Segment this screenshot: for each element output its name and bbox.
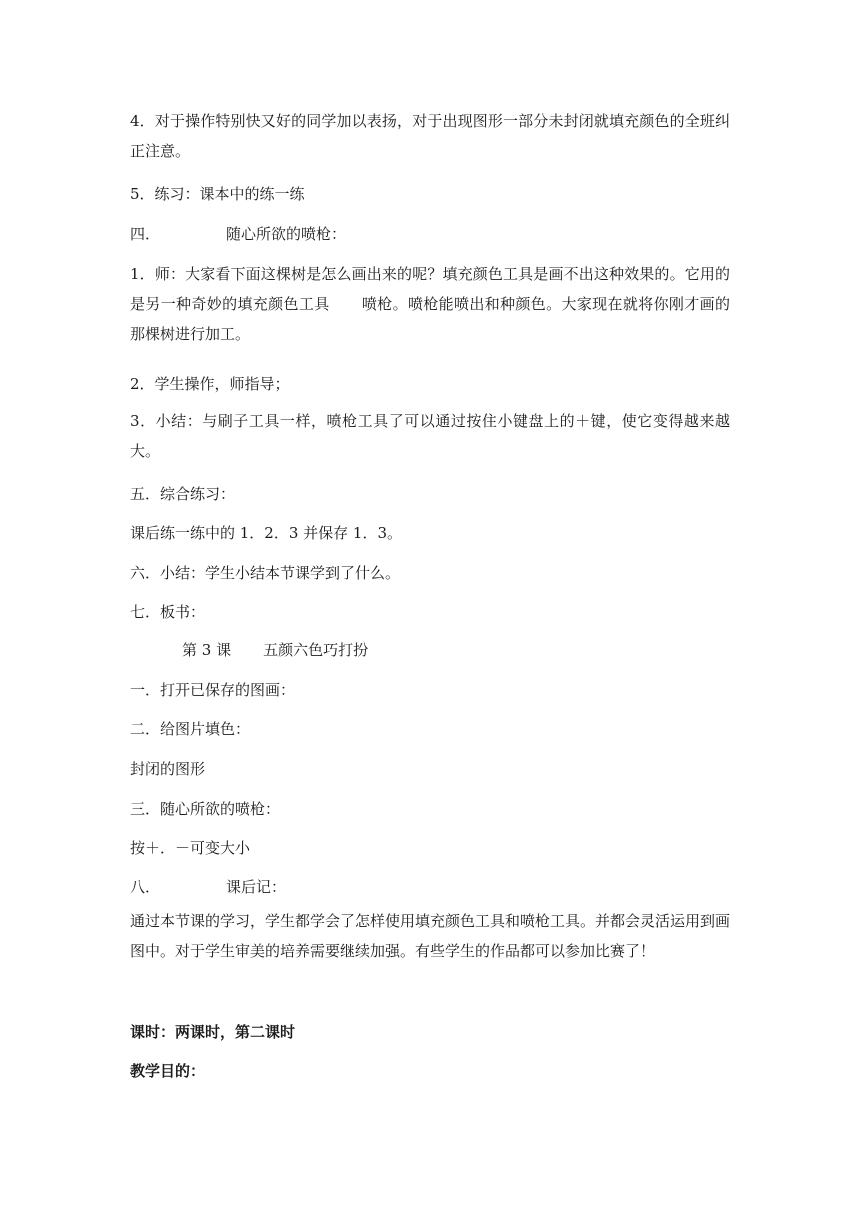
heading-section-7: 七．板书： (130, 603, 206, 621)
board-lesson-number: 第 3 课 (182, 641, 232, 659)
paragraph-reflection: 通过本节课的学习，学生都学会了怎样使用填充颜色工具和喷枪工具。并都会灵活运用到画图中。对于学生审美的培养需要继续加强。有些学生的作品都可以参加比赛了！ (130, 912, 731, 960)
class-hours: 课时：两课时，第二课时 (130, 1023, 296, 1041)
section-8-title: 课后记： (226, 878, 287, 896)
paragraph-after-class: 课后练一练中的 1．2．3 并保存 1．3。 (130, 524, 403, 542)
board-item-2-sub: 封闭的图形 (130, 760, 206, 778)
heading-section-6: 六．小结：学生小结本节课学到了什么。 (130, 564, 401, 582)
board-item-2: 二．给图片填色： (130, 720, 251, 738)
board-item-1: 一．打开已保存的图画： (130, 681, 296, 699)
teacher-text-b: 喷枪。喷枪能喷出和种颜色。大家现在就将你刚才画的那棵树进行加工。 (130, 295, 730, 343)
board-item-3-sub: 按＋．－可变大小 (130, 839, 251, 857)
paragraph-1-teacher (130, 259, 730, 349)
heading-section-4 (130, 224, 346, 244)
board-lesson-title: 五颜六色巧打扮 (263, 641, 369, 659)
section-4-title: 随心所欲的喷枪： (226, 225, 347, 243)
teacher-text-a: 1．师：大家看下面这棵树是怎么画出来的呢？填充颜色工具是画不出这种效果的。它用的是另一种奇妙的填充颜色工具 (130, 265, 730, 313)
heading-section-8 (130, 877, 286, 897)
board-item-3: 三．随心所欲的喷枪： (130, 800, 281, 818)
paragraph-5-practice: 5．练习：课本中的练一练 (130, 185, 305, 203)
paragraph-2-student-op: 2．学生操作，师指导； (130, 375, 290, 393)
paragraph-4-praise: 4．对于操作特别快又好的同学加以表扬，对于出现图形一部分未封闭就填充颜色的全班纠正注意。 (130, 112, 730, 160)
section-8-number: 八． (130, 878, 161, 896)
board-title (130, 640, 368, 660)
heading-section-5: 五．综合练习： (130, 485, 236, 503)
teaching-purpose: 教学目的： (130, 1062, 206, 1080)
paragraph-3-summary: 3．小结：与刷子工具一样，喷枪工具了可以通过按住小键盘上的＋键，使它变得越来越大。 (130, 412, 730, 460)
section-4-number: 四． (130, 225, 161, 243)
